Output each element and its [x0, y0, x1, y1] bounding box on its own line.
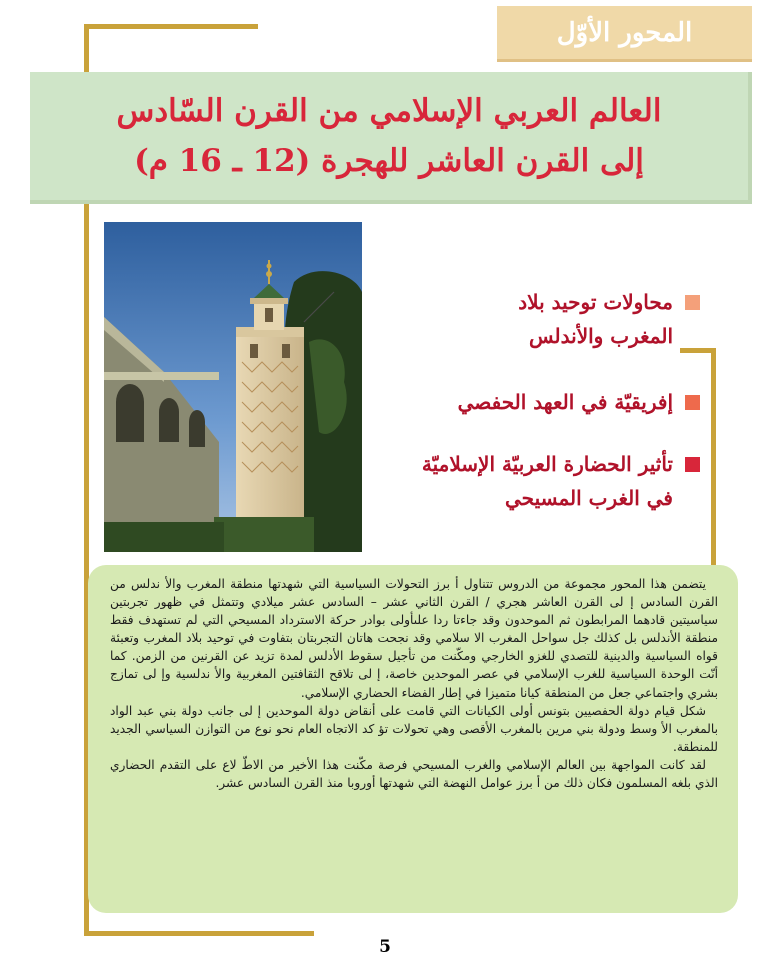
lesson-item-1	[518, 285, 700, 353]
lesson-item-1-line-2: المغرب والأندلس	[529, 324, 673, 348]
bullet-square-icon	[685, 395, 700, 410]
axis-introduction-panel	[88, 565, 738, 913]
gold-frame-top	[84, 24, 258, 29]
chapter-title-line-2: إلى القرن العاشر للهجرة (12 ـ 16 م)	[134, 143, 644, 179]
chapter-title-line-1: العالم العربي الإسلامي من القرن السّادس	[116, 93, 662, 129]
intro-paragraph-1: يتضمن هذا المحور مجموعة من الدروس تتناول أ برز التحولات السياسية التي شهدتها منطقة المغرب والأ ندلس من القرن السادس إ لى القرن العاشر هجري / القرن الثاني عشر – السادس عشر ميلادي وتتمثل في ظهور تجربتين سياسيتين قادهما المرابطون ثم الموحدون وقد جاءتا ردا علىأولى بوادر حركة الاسترداد المسيحي التي لم تستهدف فقط منطقة الأندلس بل كذلك جل سواحل المغرب الا سلامي وقد نجحت هاتان التجربتان بتفاوت في توحيد بلاد المغرب وتعبئة قواه السياسية والدينية للتصدي للغزو الخارجي ومكّنت من تأجيل سقوط الأدلس لمدة تزيد عن القرنين من الزمن. كما أنّت الوحدة السياسية للغرب الإسلامي في عصر الموحدين خاصة، إ لى تلاقح الثقافتين المغربية والأ ندلسية وإ لى تمازج بشري واجتماعي جعل من المنطقة كيانا متميزا في إطار الفضاء الحضاري الإسلامي.	[110, 577, 718, 700]
lesson-item-3-line-1: تأثير الحضارة العربيّة الإسلاميّة	[421, 452, 673, 476]
axis-header-tab	[497, 6, 752, 62]
lesson-item-3	[422, 447, 700, 515]
lesson-item-1-line-1: محاولات توحيد بلاد	[518, 290, 673, 314]
lesson-item-2-line-1: إفريقيّة في العهد الحفصي	[457, 390, 673, 414]
gold-frame-bottom	[84, 931, 314, 936]
page-number: 5	[379, 937, 391, 957]
gold-frame-right	[711, 348, 716, 568]
intro-paragraph-2: شكل قيام دولة الحفصيين بتونس أولى الكيانات التي قامت على أنقاض دولة الموحدين إ لى جانب دولة بني عبد الواد بالمغرب الأ وسط ودولة بني مرين بالمغرب الأقصى وهي تحولات تؤ كد الاتجاه العام نحو نوع من التوازن السياسي الجديد للمنطقة.	[110, 703, 718, 754]
bullet-square-icon	[685, 457, 700, 472]
mosque-minaret-photo	[104, 222, 362, 552]
axis-label: المحور الأوّل	[556, 17, 693, 48]
intro-paragraph-3: لقد كانت المواجهة بين العالم الإسلامي والغرب المسيحي فرصة مكّنت هذا الأخير من الاطّ لاع على التقدم الحضاري الذي بلغه المسلمون فكان ذلك من أ برز عوامل النهضة التي شهدتها أوروبا منذ القرن السادس عشر.	[110, 757, 718, 791]
bullet-square-icon	[685, 295, 700, 310]
chapter-title-band	[30, 72, 752, 204]
lesson-item-2	[458, 385, 700, 419]
lesson-item-3-line-2: في الغرب المسيحي	[505, 486, 673, 510]
minaret-illustration	[104, 222, 362, 552]
